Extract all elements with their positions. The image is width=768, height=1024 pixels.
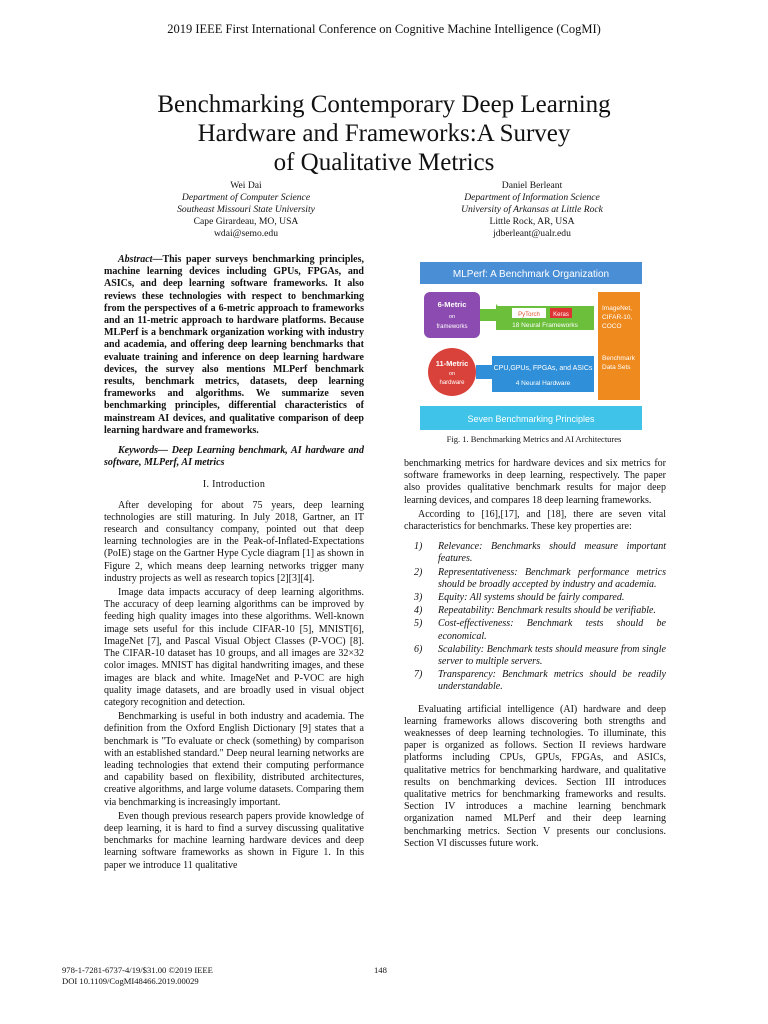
list-number: 5) bbox=[414, 618, 423, 630]
author-name: Daniel Berleant bbox=[501, 180, 563, 191]
hardware-label: 4 Neural Hardware bbox=[515, 380, 571, 387]
list-text: Representativeness: Benchmark performance metrics should be broadly accepted by industry and academia. bbox=[438, 566, 666, 590]
section-heading: I. Introduction bbox=[202, 479, 266, 491]
author-dept: Department of Information Science bbox=[464, 191, 600, 203]
list-item bbox=[404, 592, 666, 604]
author-block-1 bbox=[126, 180, 366, 240]
list-text: Equity: All systems should be fairly compared. bbox=[438, 592, 625, 604]
copyright-footer bbox=[62, 965, 213, 986]
benchmark-sets-line: Benchmark bbox=[602, 355, 635, 362]
frameworks-label: 18 Neural Frameworks bbox=[512, 322, 578, 329]
eleven-metric-label: 11-Metric bbox=[435, 359, 469, 368]
isbn-line: 978-1-7281-6737-4/19/$31.00 ©2019 IEEE bbox=[62, 965, 213, 975]
abstract-lead: Abstract bbox=[118, 254, 153, 265]
intro-paragraph: After developing for about 75 years, deep learning technologies are still maturing. In July 2018, Gartner, an IT research and consultancy company, pointed out that deep learning technologies are in the Peak-of-Inflated-Expectations (PoIE) stage on the Gartner Hype Cycle diagram [1] as shown in Figure 2, which means deep learning networks trigger many industry projects as well as research topics [2][3][4]. bbox=[104, 499, 364, 584]
keras-logo: Keras bbox=[553, 312, 569, 318]
list-text: Transparency: Benchmark metrics should be readily understandable. bbox=[438, 669, 666, 693]
author-city: Cape Girardeau, MO, USA bbox=[193, 215, 299, 227]
abstract bbox=[104, 254, 364, 437]
benchmark-sets-line: Data Sets bbox=[602, 364, 631, 371]
right-column bbox=[404, 458, 666, 852]
body-paragraph: benchmarking metrics for hardware devices and six metrics for software frameworks in deep learning, respectively. The paper also provides qualitative benchmark results for major deep learning devices, and compares 18 deep learning frameworks. bbox=[404, 458, 666, 506]
author-city: Little Rock, AR, USA bbox=[489, 215, 575, 227]
list-text: Relevance: Benchmarks should measure important features. bbox=[438, 541, 666, 565]
keywords: Keywords— Deep Learning benchmark, AI hardware and software, MLPerf, AI metrics bbox=[104, 445, 364, 469]
list-item bbox=[404, 669, 666, 693]
author-email: wdai@semo.edu bbox=[214, 227, 278, 239]
pytorch-logo: PyTorch bbox=[518, 312, 540, 318]
author-name: Wei Dai bbox=[230, 180, 262, 191]
conference-header: 2019 IEEE First International Conference on Cognitive Machine Intelligence (CogMI) bbox=[167, 22, 601, 36]
paper-title bbox=[80, 90, 688, 177]
author-dept: Department of Computer Science bbox=[181, 191, 311, 203]
six-metric-on: on bbox=[448, 314, 456, 320]
intro-paragraph: Benchmarking is useful in both industry and academia. The definition from the Oxford English Dictionary [9] states that a benchmark is "To evaluate or check (something) by comparison with an established standard." Deep neural learning networks are leading technologies that extend their computing performance and capability based on flexibility, distributed architectures, creative algorithms, and large volume datasets. Comparing them via benchmarking is increasingly important. bbox=[104, 711, 364, 808]
list-item bbox=[404, 618, 666, 642]
list-text: Scalability: Benchmark tests should measure from single server to multiple servers. bbox=[438, 643, 666, 668]
abstract-text: —This paper surveys benchmarking principles, machine learning devices including GPUs, FPGAs, and ASICs, and deep learning software frameworks. It also reviews these technologies with respect to benchmarking from the perspectives of a 6-metric approach to frameworks and an 11-metric approach to hardware platforms. Because MLPerf is a benchmark organization working with industry and academia, and offering deep learning benchmarks that evaluate training and inference on deep learning hardware devices, the survey also mentions MLPerf benchmark results, benchmark metrics, datasets, deep learning frameworks and algorithms. We summarize seven benchmarking principles, differential characteristics of mainstream AI devices, and qualitative comparison of deep learning hardware and frameworks. bbox=[104, 254, 364, 436]
intro-paragraph: Even though previous research papers provide knowledge of deep learning, it is hard to find a survey discussing qualitative benchmarks for machine learning hardware devices and deep learning software frameworks as shown in Figure 1. In this paper we introduce 11 qualitative bbox=[104, 810, 364, 871]
author-email: jdberleant@ualr.edu bbox=[493, 227, 571, 239]
eleven-metric-sub: hardware bbox=[439, 380, 465, 386]
dataset-item: COCO bbox=[602, 323, 622, 330]
list-item bbox=[404, 541, 666, 565]
title-line: Hardware and Frameworks:A Survey bbox=[197, 120, 571, 147]
author-block-2 bbox=[412, 180, 652, 240]
fig-footer-text: Seven Benchmarking Principles bbox=[467, 414, 595, 424]
figure-caption: Fig. 1. Benchmarking Metrics and AI Architectures bbox=[446, 434, 622, 444]
fig-header-text: MLPerf: A Benchmark Organization bbox=[452, 269, 610, 280]
principles-list bbox=[404, 541, 666, 693]
left-column bbox=[104, 254, 364, 874]
six-metric-label: 6-Metric bbox=[437, 300, 467, 309]
list-item bbox=[404, 605, 666, 617]
dataset-item: ImageNet, bbox=[602, 305, 632, 312]
body-paragraph: According to [16],[17], and [18], there are seven vital characteristics for benchmarks. These key properties are: bbox=[404, 508, 666, 533]
doi-line: DOI 10.1109/CogMI48466.2019.00029 bbox=[62, 975, 199, 986]
list-number: 2) bbox=[414, 566, 423, 578]
page-number: 148 bbox=[374, 965, 387, 975]
list-item bbox=[404, 567, 666, 591]
author-univ: Southeast Missouri State University bbox=[177, 203, 315, 215]
intro-paragraph: Image data impacts accuracy of deep learning algorithms. The accuracy of deep learning algorithms can be improved by feeding high quality images into these algorithms. Well-known image sets useful for this include CIFAR-10 [5], MNIST[6], ImageNet [7], and Pascal Visual Object Classes (P-VOC) [8]. The CIFAR-10 dataset has 10 groups, and all images are 32×32 color images. MNIST has digital handwriting images, and these images are black and white. ImageNet and P-VOC are high quality image datasets, and are broadly used in visual object category recognition and detection. bbox=[104, 587, 364, 708]
list-number: 7) bbox=[414, 669, 423, 681]
list-item bbox=[404, 644, 666, 668]
list-text: Repeatability: Benchmark results should be verifiable. bbox=[438, 605, 656, 617]
hardware-title: CPU,GPUs, FPGAs, and ASICs bbox=[493, 365, 593, 372]
eleven-metric-on: on bbox=[448, 371, 456, 377]
six-metric-sub: frameworks bbox=[436, 324, 468, 330]
list-number: 3) bbox=[414, 592, 423, 604]
title-line: Benchmarking Contemporary Deep Learning bbox=[157, 91, 611, 118]
body-paragraph: Evaluating artificial intelligence (AI) hardware and deep learning frameworks allows discovering both strengths and weaknesses of deep learning technologies. To illuminate, this paper is organized as follows. Section II reviews hardware platforms including CPUs, GPUs, FPGAs, and ASICs, qualitative metrics for benchmarking hardware, and qualitative results on benchmarking devices. Section III introduces qualitative metrics for benchmarking frameworks and results. Section IV introduces a machine learning benchmark organization named MLPerf and their deep learning benchmarking metrics. Section V presents our conclusions. Section VI discusses future work. bbox=[404, 703, 666, 849]
figure-1-diagram bbox=[420, 262, 642, 430]
list-text: Cost-effectiveness: Benchmark tests should be economical. bbox=[438, 618, 666, 642]
list-number: 1) bbox=[414, 541, 423, 553]
title-line: of Qualitative Metrics bbox=[273, 149, 495, 176]
dataset-item: CIFAR-10, bbox=[602, 314, 633, 321]
list-number: 6) bbox=[414, 643, 423, 655]
author-univ: University of Arkansas at Little Rock bbox=[461, 203, 603, 215]
list-number: 4) bbox=[414, 605, 423, 617]
